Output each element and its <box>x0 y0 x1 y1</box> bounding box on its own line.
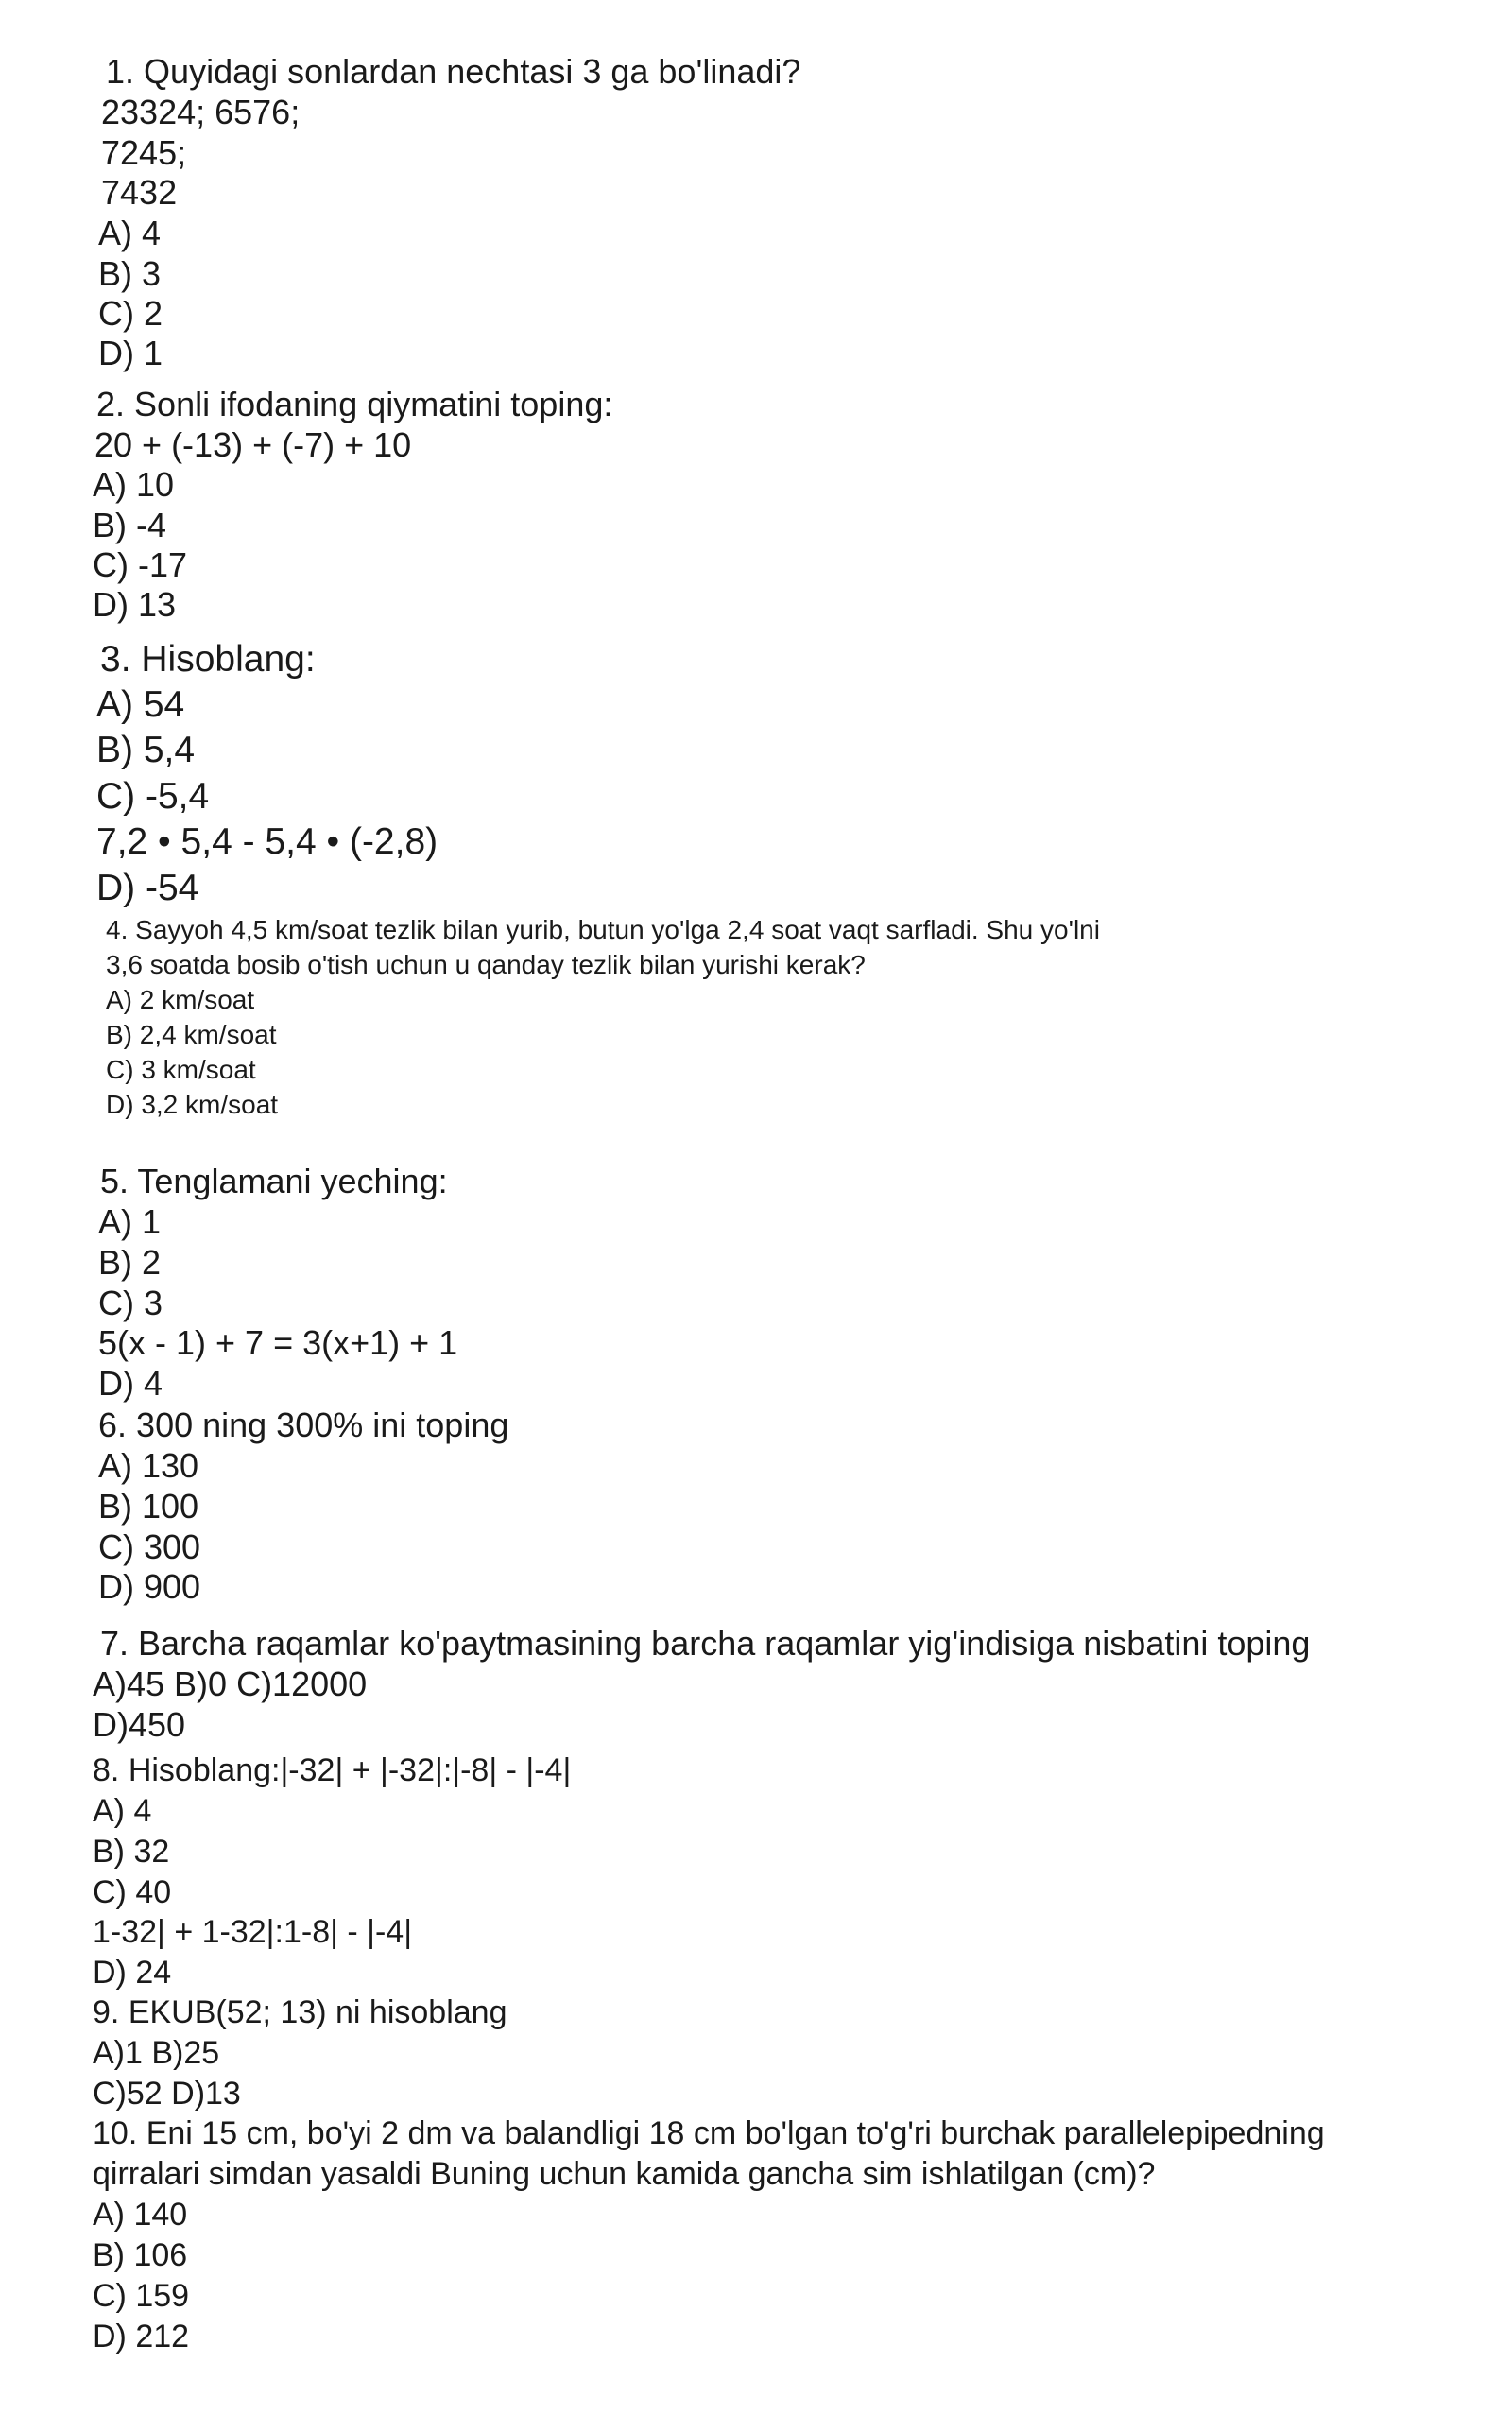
question-2-option-d: D) 13 <box>93 585 177 624</box>
question-8-option-b: B) 32 <box>93 1834 170 1870</box>
question-10-title-line-1: 10. Eni 15 cm, bo'yi 2 dm va balandligi 18 cm bo'lgan to'g'ri burchak parallelepipedning <box>93 2115 1325 2151</box>
question-5-title: 5. Tenglamani yeching: <box>100 1162 448 1200</box>
question-10-option-b: B) 106 <box>93 2237 188 2273</box>
question-10-title-line-2: qirralari simdan yasaldi Buning uchun kamida gancha sim ishlatilgan (cm)? <box>93 2156 1156 2192</box>
question-7-options-line-2: D)450 <box>93 1705 186 1744</box>
question-1-option-c: C) 2 <box>98 294 163 333</box>
question-8-title: 8. Hisoblang:|-32| + |-32|:|-8| - |-4| <box>93 1752 572 1788</box>
question-2-option-a: A) 10 <box>93 465 175 504</box>
question-1-option-b: B) 3 <box>98 254 162 293</box>
question-1-option-d: D) 1 <box>98 334 163 372</box>
question-3-option-d: D) -54 <box>96 868 199 908</box>
question-6-option-c: C) 300 <box>98 1527 201 1566</box>
question-5-option-c: C) 3 <box>98 1284 163 1322</box>
question-3-option-b: B) 5,4 <box>96 730 196 770</box>
question-6-option-b: B) 100 <box>98 1487 199 1526</box>
question-8-option-d: D) 24 <box>93 1955 172 1991</box>
question-3-title: 3. Hisoblang: <box>100 639 316 680</box>
question-6-option-d: D) 900 <box>98 1567 201 1606</box>
question-3-option-a: A) 54 <box>96 684 185 725</box>
question-8-option-a: A) 4 <box>93 1793 152 1829</box>
question-1-option-a: A) 4 <box>98 214 162 252</box>
question-6-title: 6. 300 ning 300% ini toping <box>98 1406 509 1444</box>
question-10-option-c: C) 159 <box>93 2278 190 2314</box>
question-10-option-d: D) 212 <box>93 2319 190 2355</box>
question-2-option-c: C) -17 <box>93 545 188 584</box>
question-8-option-c: C) 40 <box>93 1874 172 1910</box>
question-1-title: 1. Quyidagi sonlardan nechtasi 3 ga bo'linadi? <box>106 52 801 91</box>
question-5-option-d: D) 4 <box>98 1364 163 1403</box>
question-10-option-a: A) 140 <box>93 2197 188 2233</box>
question-1-numbers-line-2: 7245; <box>101 133 187 172</box>
question-1-numbers-line-3: 7432 <box>101 173 178 212</box>
question-1-numbers-line-1: 23324; 6576; <box>101 93 301 131</box>
question-9-options-line-1: A)1 B)25 <box>93 2035 220 2071</box>
question-5-expression: 5(x - 1) + 7 = 3(x+1) + 1 <box>98 1323 458 1362</box>
question-4-title-line-1: 4. Sayyoh 4,5 km/soat tezlik bilan yurib, butun yo'lga 2,4 soat vaqt sarfladi. Shu yo'lni <box>106 915 1100 944</box>
question-7-title: 7. Barcha raqamlar ko'paytmasining barcha raqamlar yig'indisiga nisbatini toping <box>100 1624 1311 1663</box>
question-3-option-c: C) -5,4 <box>96 776 210 817</box>
question-4-option-c: C) 3 km/soat <box>106 1055 256 1084</box>
question-3-expression: 7,2 • 5,4 - 5,4 • (-2,8) <box>96 821 438 862</box>
question-9-title: 9. EKUB(52; 13) ni hisoblang <box>93 1994 507 2030</box>
question-4-option-d: D) 3,2 km/soat <box>106 1090 279 1119</box>
question-2-title: 2. Sonli ifodaning qiymatini toping: <box>96 385 613 423</box>
question-5-option-a: A) 1 <box>98 1202 162 1241</box>
question-8-expression: 1-32| + 1-32|:1-8| - |-4| <box>93 1914 413 1950</box>
question-6-option-a: A) 130 <box>98 1446 199 1485</box>
question-5-option-b: B) 2 <box>98 1243 162 1282</box>
question-4-option-b: B) 2,4 km/soat <box>106 1020 277 1049</box>
question-9-options-line-2: C)52 D)13 <box>93 2076 241 2112</box>
question-4-option-a: A) 2 km/soat <box>106 985 255 1014</box>
question-2-option-b: B) -4 <box>93 506 167 544</box>
question-2-expression: 20 + (-13) + (-7) + 10 <box>94 425 412 464</box>
question-7-options-line-1: A)45 B)0 C)12000 <box>93 1665 368 1703</box>
question-4-title-line-2: 3,6 soatda bosib o'tish uchun u qanday tezlik bilan yurishi kerak? <box>106 950 866 979</box>
